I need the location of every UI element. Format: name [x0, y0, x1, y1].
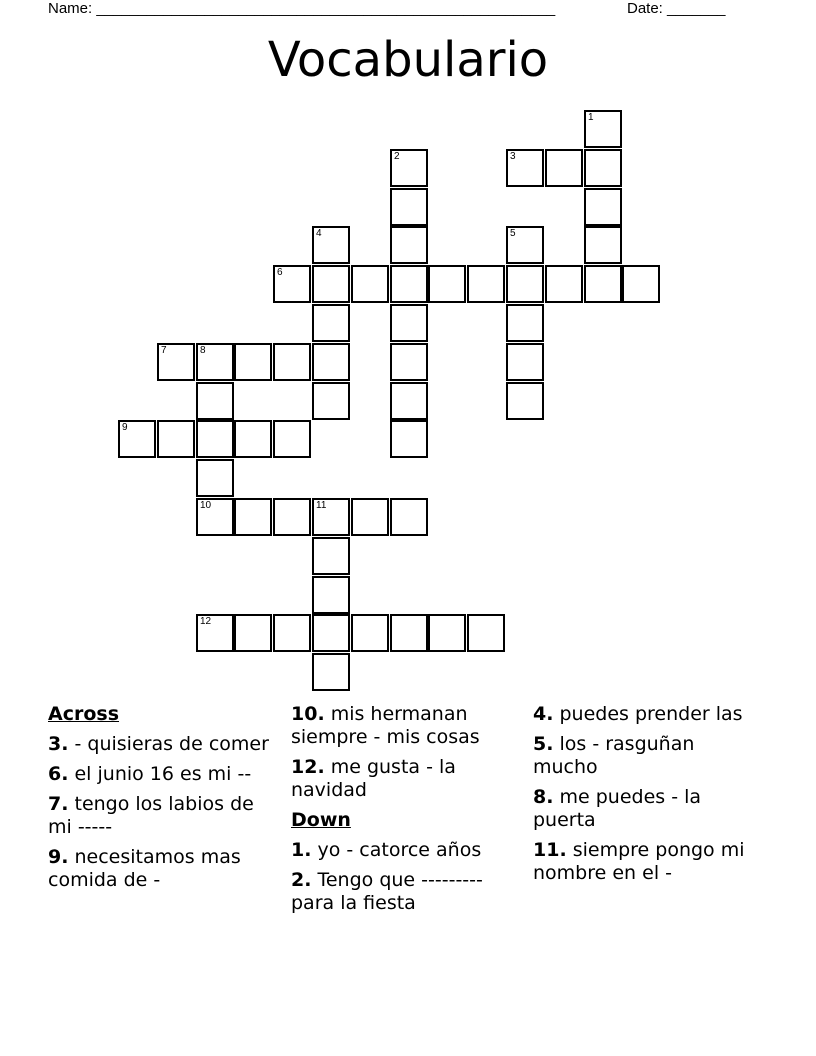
- crossword-cell[interactable]: [390, 149, 428, 187]
- cell-number: 4: [316, 228, 322, 239]
- crossword-cell[interactable]: [196, 382, 234, 420]
- crossword-cell[interactable]: [273, 420, 311, 458]
- crossword-cell[interactable]: [390, 498, 428, 536]
- crossword-cell[interactable]: [196, 614, 234, 652]
- crossword-cell[interactable]: [312, 382, 350, 420]
- cell-number: 12: [200, 616, 212, 627]
- crossword-cell[interactable]: [312, 653, 350, 691]
- crossword-cell[interactable]: [196, 420, 234, 458]
- crossword-cell[interactable]: [390, 226, 428, 264]
- clue-across-6: [48, 763, 280, 786]
- crossword-cell[interactable]: [390, 265, 428, 303]
- crossword-cell[interactable]: [545, 149, 583, 187]
- clue-text: - quisieras de comer: [68, 733, 269, 755]
- crossword-cell[interactable]: [351, 498, 389, 536]
- crossword-cell[interactable]: [467, 265, 505, 303]
- crossword-cell[interactable]: [312, 537, 350, 575]
- crossword-cell[interactable]: [312, 343, 350, 381]
- crossword-cell[interactable]: [273, 498, 311, 536]
- crossword-cell[interactable]: [196, 343, 234, 381]
- crossword-cell[interactable]: [390, 304, 428, 342]
- clue-text: siempre pongo mi nombre en el -: [533, 839, 745, 884]
- crossword-cell[interactable]: [584, 188, 622, 226]
- crossword-cell[interactable]: [312, 226, 350, 264]
- crossword-cell[interactable]: [428, 265, 466, 303]
- crossword-cell[interactable]: [234, 614, 272, 652]
- clue-text: los - rasguñan mucho: [533, 733, 695, 778]
- crossword-cell[interactable]: [545, 265, 583, 303]
- clue-number: 5.: [533, 733, 554, 755]
- clues-column-2: [291, 703, 523, 922]
- crossword-cell[interactable]: [234, 498, 272, 536]
- clue-down-5: [533, 733, 765, 779]
- clues-column-3: [533, 703, 765, 892]
- clue-down-1: [291, 839, 523, 862]
- clue-across-12: [291, 756, 523, 802]
- clue-number: 9.: [48, 846, 69, 868]
- cell-number: 8: [200, 345, 206, 356]
- crossword-cell[interactable]: [506, 149, 544, 187]
- clue-across-10: [291, 703, 523, 749]
- crossword-cell[interactable]: [234, 420, 272, 458]
- clue-number: 4.: [533, 703, 554, 725]
- clue-down-8: [533, 786, 765, 832]
- date-line[interactable]: Date: _______: [627, 0, 726, 17]
- down-heading: Down: [291, 809, 351, 831]
- crossword-cell[interactable]: [196, 459, 234, 497]
- cell-number: 1: [588, 112, 594, 123]
- crossword-cell[interactable]: [157, 343, 195, 381]
- clue-text: puedes prender las: [553, 703, 743, 725]
- crossword-cell[interactable]: [428, 614, 466, 652]
- cell-number: 5: [510, 228, 516, 239]
- crossword-cell[interactable]: [273, 343, 311, 381]
- clue-text: tengo los labios de mi -----: [48, 793, 254, 838]
- crossword-cell[interactable]: [273, 265, 311, 303]
- clue-number: 10.: [291, 703, 325, 725]
- clue-across-3: [48, 733, 280, 756]
- clue-text: me puedes - la puerta: [533, 786, 702, 831]
- clue-number: 1.: [291, 839, 312, 861]
- clue-across-9: [48, 846, 280, 892]
- clue-text: necesitamos mas comida de -: [48, 846, 241, 891]
- crossword-cell[interactable]: [390, 614, 428, 652]
- crossword-cell[interactable]: [622, 265, 660, 303]
- clue-number: 6.: [48, 763, 69, 785]
- crossword-cell[interactable]: [506, 226, 544, 264]
- clue-text: yo - catorce años: [311, 839, 482, 861]
- clue-number: 11.: [533, 839, 567, 861]
- clue-text: el junio 16 es mi --: [68, 763, 252, 785]
- clue-down-11: [533, 839, 765, 885]
- crossword-cell[interactable]: [312, 576, 350, 614]
- crossword-cell[interactable]: [351, 265, 389, 303]
- crossword-cell[interactable]: [273, 614, 311, 652]
- clue-text: mis hermanan siempre - mis cosas: [291, 703, 480, 748]
- clues-column-1: [48, 703, 280, 899]
- clues-section: [48, 703, 768, 963]
- page-title: Vocabulario: [267, 32, 549, 88]
- crossword-cell[interactable]: [157, 420, 195, 458]
- cell-number: 7: [161, 345, 167, 356]
- clue-number: 2.: [291, 869, 312, 891]
- clue-number: 12.: [291, 756, 325, 778]
- clue-down-4: [533, 703, 765, 726]
- crossword-cell[interactable]: [234, 343, 272, 381]
- crossword-cell[interactable]: [312, 498, 350, 536]
- clue-text: me gusta - la navidad: [291, 756, 456, 801]
- crossword-cell[interactable]: [118, 420, 156, 458]
- crossword-cell[interactable]: [467, 614, 505, 652]
- cell-number: 2: [394, 151, 400, 162]
- crossword-cell[interactable]: [312, 614, 350, 652]
- name-line[interactable]: Name: _______________________________________________________: [48, 0, 556, 17]
- crossword-cell[interactable]: [506, 382, 544, 420]
- crossword-cell[interactable]: [390, 188, 428, 226]
- cell-number: 9: [122, 422, 128, 433]
- clue-number: 3.: [48, 733, 69, 755]
- across-heading: Across: [48, 703, 120, 725]
- cell-number: 3: [510, 151, 516, 162]
- crossword-cell[interactable]: [312, 304, 350, 342]
- cell-number: 6: [277, 267, 283, 278]
- crossword-cell[interactable]: [351, 614, 389, 652]
- crossword-cell[interactable]: [196, 498, 234, 536]
- crossword-cell[interactable]: [390, 343, 428, 381]
- clue-number: 7.: [48, 793, 69, 815]
- crossword-cell[interactable]: [584, 149, 622, 187]
- clue-number: 8.: [533, 786, 554, 808]
- cell-number: 11: [316, 500, 327, 511]
- clue-down-2: [291, 869, 523, 915]
- crossword-cell[interactable]: [584, 226, 622, 264]
- clue-across-7: [48, 793, 280, 839]
- crossword-cell[interactable]: [584, 110, 622, 148]
- clue-text: Tengo que --------- para la fiesta: [291, 869, 483, 914]
- crossword-cell[interactable]: [506, 304, 544, 342]
- crossword-cell[interactable]: [390, 382, 428, 420]
- crossword-cell[interactable]: [506, 343, 544, 381]
- crossword-cell[interactable]: [506, 265, 544, 303]
- crossword-cell[interactable]: [584, 265, 622, 303]
- cell-number: 10: [200, 500, 212, 511]
- crossword-cell[interactable]: [312, 265, 350, 303]
- crossword-cell[interactable]: [390, 420, 428, 458]
